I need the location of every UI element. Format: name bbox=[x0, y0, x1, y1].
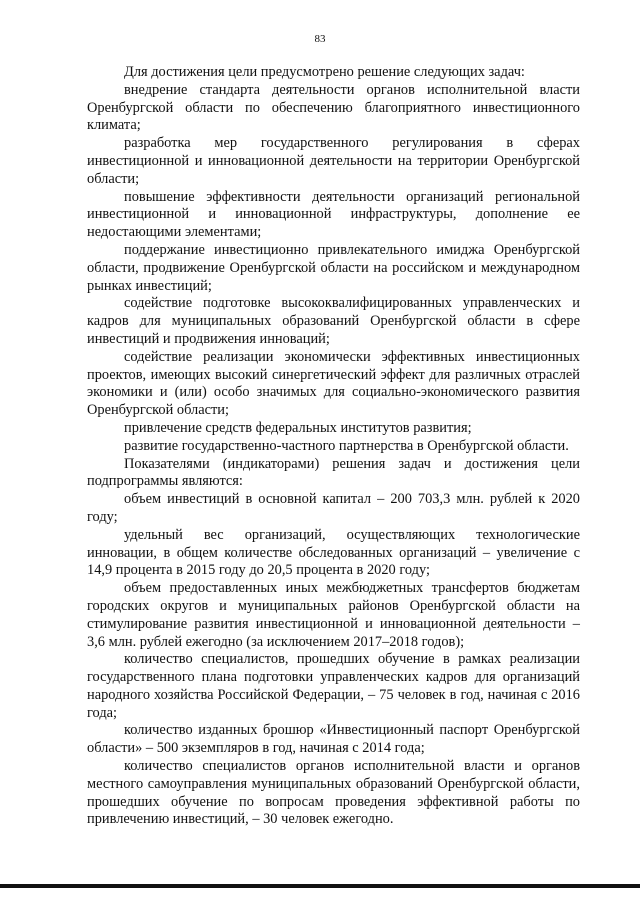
paragraph-task-projects: содействие реализации экономически эффективных инвестиционных проектов, имеющих высокий синергетический эффект для различных отраслей экономики и (или) особо значимых для социально-экономического развития Оренбургской области; bbox=[87, 348, 580, 419]
paragraph-indicator-officials-training: количество специалистов органов исполнительной власти и органов местного самоуправления муниципальных образований Оренбургской области, прошедших обучение по вопросам проведения эффективной работы по привлечению инвестиций, – 30 человек ежегодно. bbox=[87, 758, 580, 828]
paragraph-task-regulation: разработка мер государственного регулирования в сферах инвестиционной и инновационной деятельности на территории Оренбургской области; bbox=[87, 135, 580, 187]
paragraph-task-standard: внедрение стандарта деятельности органов исполнительной власти Оренбургской области по обеспечению благоприятного инвестиционного климата; bbox=[87, 81, 580, 134]
paragraph-task-infrastructure: повышение эффективности деятельности организаций региональной инвестиционной и инновационной инфраструктуры, дополнение ее недостающими элементами; bbox=[87, 188, 580, 241]
paragraph-indicator-transfers: объем предоставленных иных межбюджетных трансфертов бюджетам городских округов и муниципальных районов Оренбургской области на стимулирование развития инвестиционной и инновационной деятельности – 3,6 млн. рублей ежегодно (за исключением 2017–2018 годов); bbox=[87, 580, 580, 650]
page-number: 83 bbox=[314, 33, 326, 45]
paragraph-indicators-intro: Показателями (индикаторами) решения задач и достижения цели подпрограммы являются: bbox=[87, 455, 580, 490]
paragraph-task-partnership: развитие государственно-частного партнерства в Оренбургской области. bbox=[124, 437, 569, 454]
document-body bbox=[87, 64, 580, 829]
paragraph-task-personnel: содействие подготовке высококвалифицированных управленческих и кадров для муниципальных образований Оренбургской области в сфере инвестиций и продвижения инноваций; bbox=[87, 295, 580, 347]
paragraph-task-image: поддержание инвестиционно привлекательного имиджа Оренбургской области, продвижение Оренбургской области на российском и международном рынках инвестиций; bbox=[87, 241, 580, 294]
paragraph-indicator-specialists-training: количество специалистов, прошедших обучение в рамках реализации государственного плана подготовки управленческих кадров для организаций народного хозяйства Российской Федерации, – 75 человек в год, начиная с 2016 года; bbox=[87, 651, 580, 721]
paragraph-indicator-brochures: количество изданных брошюр «Инвестиционный паспорт Оренбургской области» – 500 экземпляров в год, начиная с 2014 года; bbox=[87, 722, 580, 757]
bottom-border-line bbox=[0, 884, 640, 888]
paragraph-indicator-investment: объем инвестиций в основной капитал – 200 703,3 млн. рублей к 2020 году; bbox=[87, 491, 580, 525]
paragraph-task-federal-funds: привлечение средств федеральных институтов развития; bbox=[124, 419, 472, 436]
paragraph-intro: Для достижения цели предусмотрено решение следующих задач: bbox=[124, 64, 525, 80]
paragraph-indicator-innovation-share: удельный вес организаций, осуществляющих технологические инновации, в общем количестве обследованных организаций – увеличение с 14,9 процента в 2015 году до 20,5 процента в 2020 году; bbox=[87, 526, 580, 579]
